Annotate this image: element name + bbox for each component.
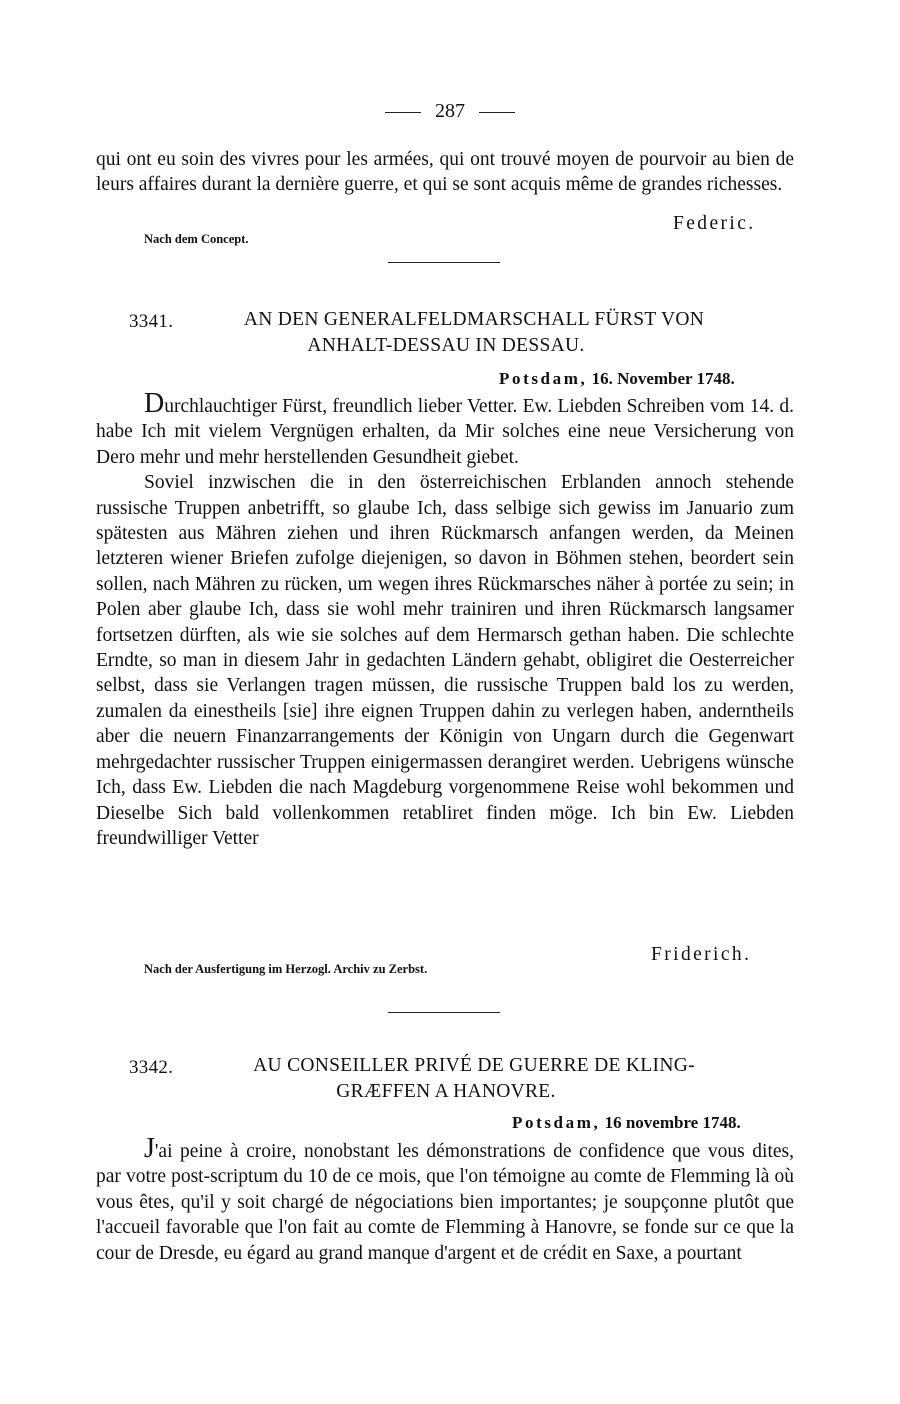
- continuation-paragraph-block: [96, 147, 794, 198]
- letter-3342-paragraph-1: [96, 1133, 794, 1266]
- header-dash-right: [479, 112, 515, 113]
- letter-3342-heading: [96, 1053, 796, 1105]
- letter-3341-heading-line2: ANHALT-DESSAU IN DESSAU.: [307, 335, 585, 356]
- federic-signature: Federic.: [673, 213, 756, 234]
- letter-3342-body: [96, 1133, 794, 1266]
- letter-3341-dateline: [499, 369, 735, 389]
- letter-3341-heading: [96, 307, 796, 359]
- letter-3341-date-place: Potsdam,: [499, 369, 588, 388]
- letter-3341-date: 16. November 1748.: [591, 369, 735, 388]
- letter-3342-dateline: [512, 1113, 741, 1133]
- section-divider-1: [388, 262, 500, 263]
- letter-3342-date-place: Potsdam,: [512, 1113, 601, 1132]
- letter-3341-number: 3341.: [129, 311, 174, 332]
- letter-3342-date: 16 novembre 1748.: [604, 1113, 741, 1132]
- letter-3341-paragraph-1: [96, 388, 794, 470]
- letter-3341-paragraph-2: Soviel inzwischen die in den österreichischen Erblanden annoch stehende russische Truppen anbetrifft, so glaube Ich, dass selbige sich gewiss im Januario zum spätesten aus Mähren ziehen und ihren Rückmarsch anfangen werden, da Meinen letzteren wiener Briefen zufolge diejenigen, so davon in Böhmen stehen, beordert sein sollen, nach Mähren zu rücken, um wegen ihres Rückmarsches näher à portée zu sein; in Polen aber glaube Ich, dass sie wohl mehr trainiren und ihren Rückmarsch langsamer fortsetzen dürften, als wie sie solches auf dem Hermarsch gethan haben. Die schlechte Erndte, so man in diesem Jahr in gedachten Ländern gehabt, obligiret die Oesterreicher selbst, dass sie Verlangen tragen müssen, die russische Truppen bald los zu werden, zumalen da einestheils [sie] ihre eignen Truppen dahin zu verlegen haben, anderntheils aber die neuern Finanzarrangements der Königin von Ungarn durch die Gegenwart mehrgedachter russischer Truppen einigermassen derangiret werden. Uebrigens wünsche Ich, dass Ew. Liebden die nach Magdeburg vorgenommene Reise wohl bekommen und Dieselbe Sich bald vollenkommen retabliret finden möge. Ich bin Ew. Liebden freundwilliger Vetter: [96, 472, 794, 849]
- page-header: [0, 100, 900, 123]
- letter-3341-source-note: Nach der Ausfertigung im Herzogl. Archiv zu Zerbst.: [144, 962, 428, 976]
- page-number: 287: [435, 100, 465, 122]
- letter-3341-body: [96, 388, 794, 851]
- letter-3342-paragraph-1-text: 'ai peine à croire, nonobstant les démonstrations de confidence que vous dites, par votre post-scriptum du 10 de ce mois, que l'on témoigne au comte de Flemming là où vous êtes, qu'il y soit chargé de négociations bien importantes; je soupçonne plutôt que l'accueil favorable que l'on fait au comte de Flemming à Hanovre, se fonde sur ce que la cour de Dresde, eu égard au grand manque d'argent et de crédit en Saxe, a pourtant: [96, 1141, 794, 1264]
- continuation-paragraph: qui ont eu soin des vivres pour les armées, qui ont trouvé moyen de pourvoir au bien de leurs affaires durant la dernière guerre, et qui se sont acquis même de grandes richesses.: [96, 149, 794, 196]
- letter-3342-number: 3342.: [129, 1057, 174, 1078]
- letter-3341-initial: D: [144, 388, 165, 419]
- letter-3341-heading-line1: AN DEN GENERALFELDMARSCHALL FÜRST VON: [243, 309, 705, 330]
- concept-source-note: Nach dem Concept.: [144, 232, 249, 246]
- header-dash-left: [385, 112, 421, 113]
- letter-3341-paragraph-1-text: urchlauchtiger Fürst, freundlich lieber Vetter. Ew. Liebden Schreiben vom 14. d. habe Ich mit vielem Vergnügen erhalten, da Mir solches eine neue Versicherung von Dero mehr und mehr herstellenden Gesundheit giebet.: [96, 396, 794, 468]
- letter-3342-heading-line2: GRÆFFEN A HANOVRE.: [336, 1081, 556, 1102]
- section-divider-2: [388, 1012, 500, 1013]
- letter-3342-heading-line1: AU CONSEILLER PRIVÉ DE GUERRE DE KLING-: [253, 1055, 695, 1076]
- letter-3342-initial: J: [144, 1133, 155, 1164]
- friderich-signature: Friderich.: [651, 944, 752, 965]
